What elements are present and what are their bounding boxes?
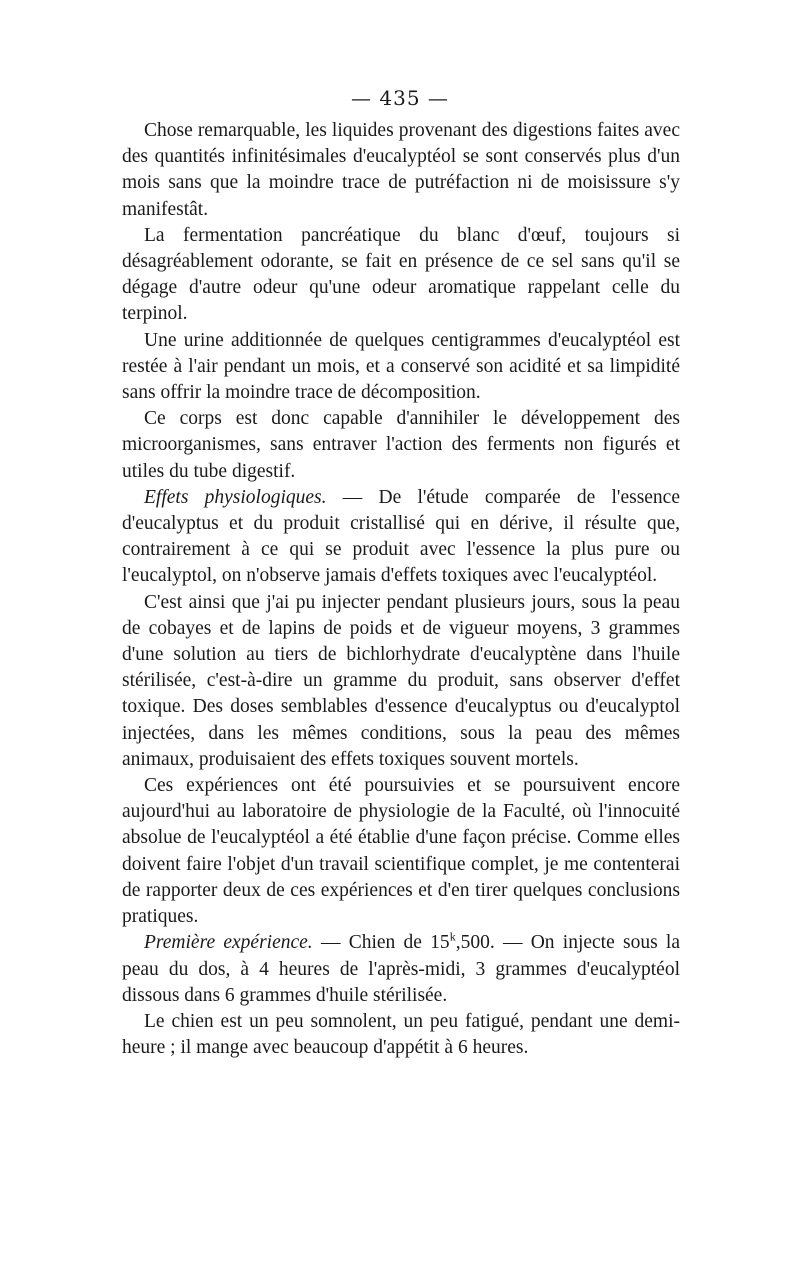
body-text	[122, 118, 680, 1061]
paragraph-effets	[122, 485, 680, 590]
section-heading: Première expérience.	[144, 932, 313, 954]
section-heading: Effets physiologiques.	[144, 486, 327, 508]
paragraph: Ce corps est donc capable d'annihiler le développement des microorganismes, sans entraver l'action des ferments non figurés et utiles du tube digestif.	[122, 408, 680, 482]
paragraph: Le chien est un peu somnolent, un peu fatigué, pendant une demi-heure ; il mange avec beaucoup d'appétit à 6 heures.	[122, 1010, 680, 1059]
paragraph-text: ,500. — On injecte sous la peau du dos, à 4 heures de l'après-midi, 3 grammes d'eucalyptéol dissous dans 6 grammes d'huile stérilisée.	[122, 932, 681, 1006]
page-number: — 435 —	[351, 86, 449, 110]
paragraph: Une urine additionnée de quelques centigrammes d'eucalyptéol est restée à l'air pendant un mois, et a conservé son acidité et sa limpidité sans offrir la moindre trace de décomposition.	[122, 329, 680, 404]
paragraph-text: — De l'étude comparée de l'essence d'eucalyptus et du produit cristallisé qui en dérive, il résulte que, contrairement à ce qui se produit avec l'essence la plus pure ou l'eucalyptol, on n'observe jamais d'effets toxiques avec l'eucalyptéol.	[122, 486, 680, 587]
paragraph: Ces expériences ont été poursuivies et se poursuivent encore aujourd'hui au laboratoire de physiologie de la Faculté, où l'innocuité absolue de l'eucalyptéol a été établie d'une façon précise. Comme elles doivent faire l'objet d'un travail scientifique complet, je me contenterai de rapporter deux de ces expériences et d'en tirer quelques conclusions pratiques.	[122, 775, 680, 928]
superscript: k	[449, 929, 456, 944]
paragraph-text: — Chien de 15	[320, 932, 450, 954]
paragraph: Chose remarquable, les liquides provenant des digestions faites avec des quantités infinitésimales d'eucalyptéol se sont conservés plus d'un mois sans que la moindre trace de putréfaction ni de moisissure s'y manifestât.	[122, 120, 680, 220]
paragraph: La fermentation pancréatique du blanc d'œuf, toujours si désagréablement odorante, se fait en présence de ce sel sans qu'il se dégage d'autre odeur qu'une odeur aromatique rappelant celle du terpinol.	[122, 224, 680, 325]
paragraph: C'est ainsi que j'ai pu injecter pendant plusieurs jours, sous la peau de cobayes et de lapins de poids et de vigueur moyens, 3 grammes d'une solution au tiers de bichlorhydrate d'eucalyptène dans l'huile stérilisée, c'est-à-dire un gramme du produit, sans observer d'effet toxique. Des doses semblables d'essence d'eucalyptus ou d'eucalyptol injectées, dans les mêmes conditions, sous la peau des mêmes animaux, produisaient des effets toxiques souvent mortels.	[122, 591, 680, 770]
paragraph-experience	[122, 930, 680, 1009]
